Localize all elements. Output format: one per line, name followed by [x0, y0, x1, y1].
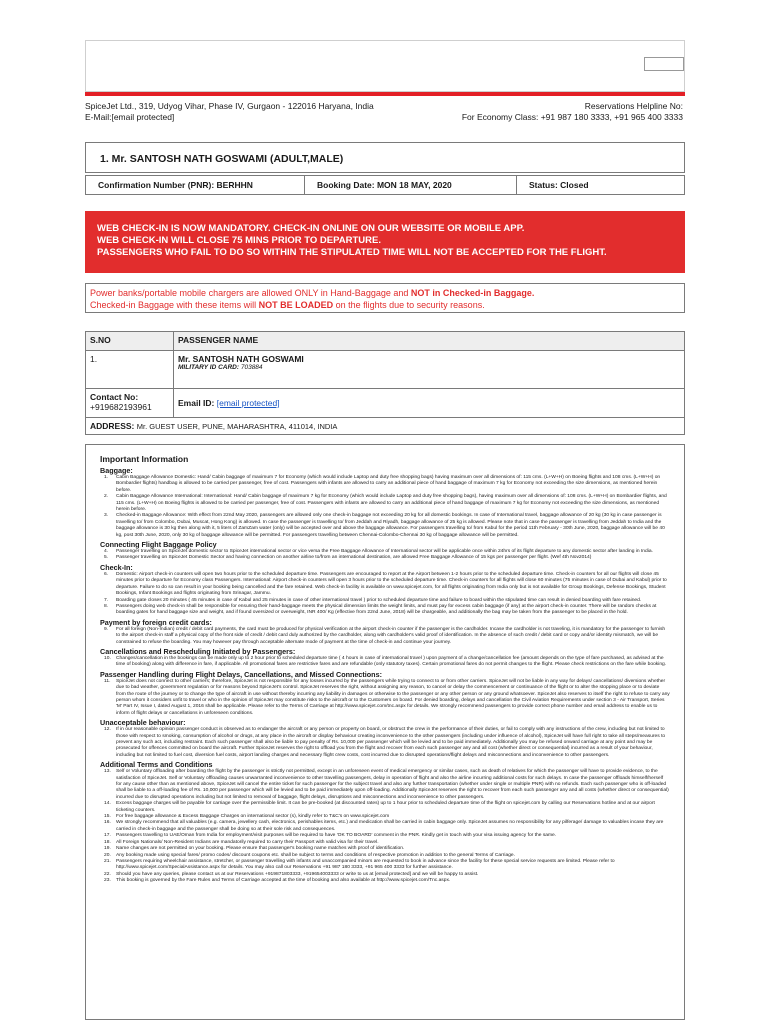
notice-line-2-emph: NOT BE LOADED	[258, 300, 334, 310]
col-passenger-name: PASSENGER NAME	[174, 332, 685, 351]
item-text: Cabin Baggage Allowance International: International: Hand/ Cabin baggage of maximum 7 kg for Economy (which would include Laptop and duty free shopping bags), having maximum over all dimensions of: 108 cms. (L+W+H) on Bombardier flights, and 115 cms. (L+W+H) on Boeing flights is allowed to be carried per passenger, free of cost. Passengers with infants are allowed to carry an additional piece of hand baggage of maximum 7 kg for Economy not exceeding the size dimensions, as mentioned herein before.	[116, 494, 667, 513]
info-list-item	[100, 475, 670, 494]
col-sno: S.NO	[86, 332, 174, 351]
logo-placeholder	[644, 57, 684, 71]
item-text: Domestic: Airport check-in counters will open two hours prior to the scheduled departure time. Passengers are encouraged to report at the Airport between 1-2 hours prior to the scheduled departure time. Check-in counters for all our flights will close 45 minutes prior to departure for Economy class Passengers. International: Airport check-in counters will open 3 hours prior to the scheduled departure time. Check-in counters for all flights will close 60 minutes (75 minutes in case of Dubai and Kabul) prior to departure. Failure to do so can result in your booking being cancelled and the fare retained. Web check-in facility is available on www.spicejet.com, for all flights originating from India only but is not available for Group Bookings, Defense Bookings, Student Bookings, Infant Bookings and flights originating from Srinagar, Jammu.	[116, 571, 667, 597]
info-list-item	[100, 878, 670, 884]
item-number: 10.	[104, 655, 111, 661]
cancel-heading: Cancellations and Rescheduling Initiated by Passengers:	[100, 646, 296, 656]
connecting-list	[100, 549, 670, 562]
item-text: If in our reasonable opinion passenger conduct is observed as to endanger the aircraft or any person or property on board, or obstruct the crew in the performance of their duties, or fail to comply with any instructions of the crew, including but not limited to those with respect to smoking, consumption of alcohol or drugs, at any place in the aircraft or display behaviour creating inconvenience to the other passengers (including under influence of alcohol), SpiceJet will have full right to take all steps/measures to prevent any such act, including restraint. Each such passenger shall also be liable to pay penalty of Rs. 10,000 per passenger which will be levied and to be paid immediately. Additionally you may be refused onward carriage at any point and may be prosecuted for offences committed on board the aircraft. Further SpiceJet reserves the right to offload you from the flight and recover from each such passenger any and all cost (whether direct or consequential) incurred as a result of your behaviour, including but not limited to fuel cost, diversion fuel costs, airport landing charges and necessary flight crew costs, cost incurred due to disrupted operations/flight delays and misconnections and inconvenience to other passengers.	[116, 727, 666, 758]
pnr: Confirmation Number (PNR): BERHHN	[85, 175, 305, 195]
passenger-sno: 1.	[86, 351, 174, 389]
item-number: 17.	[104, 833, 111, 839]
baggage-list	[100, 475, 670, 539]
airline-logo-area	[85, 40, 685, 92]
info-list-item	[100, 555, 670, 561]
item-number: 18.	[104, 839, 111, 845]
passenger-name: Mr. SANTOSH NATH GOSWAMI	[178, 354, 304, 364]
item-text: Self or Voluntary offloading after boarding the flight by the passenger is strictly not permitted, except in an unforeseen event of medical emergency or similar cases, such as death of relatives for which the passenger will have to provide evidence, to the satisfaction of SpiceJet. Self or Voluntary offloading causes unwarranted inconvenience to other travelling passengers, delay in operation of flight and also the airline incurring additional costs for such delays. In case the passenger offloads himself/herself for any cause other than as mentioned above, SpiceJet will cancel the entire ticket for such passenger for the subject travel and also any further transportation (whether under single or multiple PNR) with no refunds. Each such passenger who is off-loaded shall be liable to a off-loading fee of Rs. 10,000 per passenger which will be levied and to be paid immediately upon off-loading. Additionally SpiceJet reserves the right to recover from each such passenger any and all costs (whether direct or consequential) incurred due to disrupted operations including but not limited to removal of baggage, flight delays, disruptions and misconnections and inconvenience to other passengers.	[116, 769, 669, 800]
item-number: 7.	[104, 597, 109, 603]
passenger-title: 1. Mr. SANTOSH NATH GOSWAMI (ADULT,MALE)	[85, 142, 685, 173]
payment-list	[100, 627, 670, 646]
info-list-item	[100, 656, 670, 669]
item-number: 23.	[104, 878, 111, 884]
contact-number: +919682193961	[90, 402, 152, 412]
notice-line-2-end: on the flights due to security reasons.	[333, 300, 485, 310]
helpline-title: Reservations Helpline No:	[584, 101, 683, 111]
item-number: 9.	[104, 626, 109, 632]
item-text: We strongly recommend that all valuables (e.g. camera, jewellery cash, electronics, perishables items, etc.) and medication shall be carried in cabin baggage only. SpiceJet assumes no responsibility for any pilferage/ damage to valuables incase they are carried in check-in baggage and the passenger shall be doing so at their sole risk and consequences.	[116, 820, 664, 832]
item-number: 6.	[104, 571, 109, 577]
info-list-item	[100, 727, 670, 759]
unacceptable-list	[100, 727, 670, 759]
item-number: 16.	[104, 820, 111, 826]
address-value: Mr. GUEST USER, PUNE, MAHARASHTRA, 411014, INDIA	[136, 422, 338, 431]
alert-line-1: WEB CHECK-IN IS NOW MANDATORY. CHECK-IN ONLINE ON OUR WEBSITE OR MOBILE APP.	[97, 223, 525, 234]
item-text: For all foreign (Non-Indian) credit / debit card payments, the card must be produced for physical verification at the airport check-in counter if the passenger is the cardholder. Incase the cardholder is not traveling, it is mandatory for the passenger to furnish to the airport check-in staff a physical copy of the front side of credit / debit card duly authorized by the cardholder, along with cardholder's valid proof of identification. In the absence of such credit / debit card or copy and/or identity mismatch, we will be constrained to refuse the boarding. You may however pay through acceptable alternate mode of payment at the time of check-in and continue your journey.	[116, 626, 666, 645]
booking-summary	[85, 175, 685, 195]
cancel-list	[100, 656, 670, 669]
terms-heading: Additional Terms and Conditions	[100, 760, 213, 770]
booking-date: Booking Date: MON 18 MAY, 2020	[305, 175, 517, 195]
connecting-heading: Connecting Flight Baggage Policy	[100, 540, 217, 550]
item-number: 19.	[104, 846, 111, 852]
notice-line-2: Checked-in Baggage with these items will	[90, 300, 259, 310]
alert-line-2: WEB CHECK-IN WILL CLOSE 75 MINS PRIOR TO DEPARTURE.	[97, 235, 381, 246]
item-number: 13.	[104, 769, 111, 775]
alert-line-3: PASSENGERS WHO FAIL TO DO SO WITHIN THE STIPULATED TIME WILL NOT BE ACCEPTED FOR THE FLIGHT.	[97, 247, 607, 258]
item-text: Passengers requiring wheelchair assistance, stretcher, or passenger travelling with infants and unaccompanied minors are requested to book in advance since the facility for these special service requests are limited. Please refer to http://www.spicejet.com/SpecialAssistance.aspx for details. You may also call our Reservations +91 987 180 3333, +91 965 400 3333 for further assistance.	[116, 858, 615, 871]
item-number: 15.	[104, 814, 111, 820]
info-list-item	[100, 801, 670, 814]
item-number: 14.	[104, 801, 111, 807]
item-text: Passengers travelling to UAE/Oman from India for employment/visit purposes will be required to have 'OK TO BOARD' comment in the PNR. Kindly get in touch with your visa issuing agency for the same.	[116, 833, 557, 839]
company-address: SpiceJet Ltd., 319, Udyog Vihar, Phase IV, Gurgaon - 122016 Haryana, India	[85, 101, 374, 111]
item-text: Passengers doing web check-in shall be responsible for ensuring their hand-baggage meets the physical dimension limits the weight limits, and must pay for excess cabin baggage (if any) at the airport check-in counter. There will be random checks at boarding gates for hand baggage size and weight, and if found oversized or overweight, INR 400/ Kg (effective from 22nd June, 2018) will be chargeable, and additionally the bag may be taken from the passenger to be placed in the hold.	[116, 603, 657, 616]
info-title: Important Information	[100, 454, 189, 464]
header-divider	[85, 92, 685, 96]
item-number: 3.	[104, 513, 109, 519]
info-list-item	[100, 604, 670, 617]
company-email: [email protected]	[111, 112, 175, 122]
item-text: Name changes are not permitted on your booking. Please ensure that passenger's booking name matches with proof of identification.	[116, 846, 405, 852]
item-text: Passenger travelling on SpiceJet domestic sector to SpiceJet international sector or vice versa the Free Baggage Allowance of International sector will be applicable once within 24hrs of its flight departure to any domestic sector after landing in India.	[116, 549, 653, 555]
item-text: Passenger travelling on SpiceJet Domestic Sector and having connection on another airline to/from an international destination, are allowed Free Baggage Allowance of 15 kgs per passenger per flight. (Wef 4th Nov2014)	[116, 555, 592, 561]
delay-heading: Passenger Handling during Flight Delays, Cancellations, and Missed Connections:	[100, 669, 382, 679]
email-id-link[interactable]: [email protected]	[216, 398, 280, 408]
info-list-item	[100, 513, 670, 539]
email-id-label: Email ID:	[178, 398, 215, 408]
notice-line-1-emph: NOT in Checked-in Baggage.	[410, 288, 535, 298]
item-text: For free baggage allowance & Excess Baggage Charges on international sector (s), kindly refer to T&C's on www.spicejet.com	[116, 814, 390, 820]
notice-line-1: Power banks/portable mobile chargers are allowed ONLY in Hand-Baggage and	[90, 288, 411, 298]
baggage-heading: Baggage:	[100, 466, 133, 475]
item-number: 21.	[104, 858, 111, 864]
item-number: 12.	[104, 727, 111, 733]
item-number: 4.	[104, 549, 109, 555]
helpline-block	[462, 101, 683, 123]
email-label: E-Mail:	[85, 112, 112, 122]
military-id-label: MILITARY ID CARD:	[178, 364, 240, 371]
item-number: 2.	[104, 494, 109, 500]
item-number: 20.	[104, 852, 111, 858]
info-list-item	[100, 572, 670, 598]
info-list-item	[100, 820, 670, 833]
checkin-heading: Check-In:	[100, 562, 133, 572]
item-number: 22.	[104, 871, 111, 877]
unacceptable-heading: Unacceptable behaviour:	[100, 718, 186, 728]
info-list-item	[100, 859, 670, 872]
item-text: SpiceJet does not connect to other carriers; therefore, SpiceJet is not responsible for any losses incurred by the passengers while trying to connect to or from other carriers. SpiceJet will not be liable in any way for delays/ cancellations/ diversions whether due to bad weather, government regulation or for reasons beyond SpiceJet's control. SpiceJet reserves the right, without assigning any reason, to cancel or delay the commencement or continuance of the flight or to alter the stopping place or to deviate from the route of the journey or to change the type of aircraft in use without thereby incurring any liability in damages or otherwise to the passenger or any other person or any ground whatsoever. SpiceJet also reserves to itself the right to refuse to carry any person whom it considers unfit to travel or who in the opinion of SpiceJet may constitute risks to the aircraft or to the Customers on board. For denied boarding, delays and cancellation the Civil Aviation Requirements under section 3 - Air Transport, Series 'M' Part IV, Issue I, dated August 1, 2016 shall be applicable. Please refer to the Terms of Carriage at http://www.spicejet.com/tnc.aspx for details. We strongly recommend passengers to provide correct phone number and email address to enable us to inform of flight delays or cancellations in unforeseen conditions.	[116, 678, 670, 716]
item-text: Should you have any queries, please contact us at our Reservations +919871803333, +919654003333 or write to us at [email protected] and we will be happy to assist.	[116, 871, 479, 877]
info-list-item	[100, 679, 670, 717]
item-text: All Foreign Nationals/ Non-Resident Indians are mandatorily required to carry their Passport with valid visa for their travel.	[116, 839, 379, 845]
checkin-list	[100, 572, 670, 617]
booking-status: Status: Closed	[517, 175, 685, 195]
address-label: ADDRESS:	[90, 421, 135, 431]
item-text: Cabin Baggage Allowance Domestic: Hand/ Cabin baggage of maximum 7 for Economy (which would include Laptop and duty free shopping bags) having maximum over all dimensions of: 115 cms. (L+W+H) on Boeing flights and 108 cms. (L+W+H) on Bombardier flights) handbag is allowed to be carried per passenger, free of cost. Passengers with infants are allowed to carry an additional piece of hand baggage of maximum 7 kg for Economy not exceeding the size dimensions, as mentioned herein before.	[116, 475, 661, 493]
item-number: 11.	[104, 678, 111, 684]
terms-list	[100, 769, 670, 884]
item-text: Checked-in Baggage Allowance: With effect from 22nd May 2020, passengers are allowed only one check-in baggage not exceeding 20 kg for all domestic bookings. In case of International travel, baggage allowance of 20 kg (30 kg in case passenger is travelling to/ from Colombo, Dubai, Muscat, Hong Kong) is allowed. In case the passenger is travelling to/ from Jeddah and Riyadh, baggage allowance of 25 kg is allowed. Please note that in case the passenger is travelling from Jeddah to India and the baggage allowance is 30 kg then along with it, 5 liters of ZamZam water (only) will be accepted over and above the baggage allowance. For passengers travelling to/ from Kabul for the period 11th February - 30th June, 2020, baggage allowance will be 40 kg, post 30th June, 2020, only 30 kg of baggage allowance will be permitted. For passengers travelling between Chennai-Colombo-Chennai 30 kg of baggage allowance will be permitted.	[116, 513, 665, 538]
item-text: Any booking made using special fares/ promo codes/ discount coupons etc. shall be subject to terms and conditions of respective promotion in addition to the general Terms of Carriage.	[116, 852, 515, 858]
item-text: This booking is governed by the Fare Rules and Terms of Carriage accepted at the time of booking and also available at http://www.spicejet.com/Tnc.aspx.	[116, 878, 451, 884]
payment-heading: Payment by foreign credit cards:	[100, 617, 212, 627]
military-id-value: 703884	[240, 364, 263, 371]
info-list-item	[100, 494, 670, 513]
web-checkin-alert	[85, 211, 685, 273]
item-text: Boarding gate closes 20 minutes ( 45 minutes in case of Kabul and 25 minutes in case of other international travel ) prior to scheduled departure time and failure to board within the stipulated time can result in denied boarding with fare retained.	[116, 597, 642, 603]
power-bank-notice	[85, 283, 685, 313]
passenger-table	[85, 331, 685, 435]
important-information	[85, 444, 685, 1020]
contact-label: Contact No:	[90, 392, 139, 402]
item-number: 8.	[104, 603, 109, 609]
company-address-block	[85, 101, 374, 123]
helpline-numbers: For Economy Class: +91 987 180 3333, +91 965 400 3333	[461, 112, 683, 122]
delay-list	[100, 679, 670, 717]
info-list-item	[100, 769, 670, 801]
item-number: 1.	[104, 475, 109, 480]
info-list-item	[100, 627, 670, 646]
item-text: Excess baggage charges will be payable for carriage over the permissible limit. It can be pre-booked (at discounted rates) up to 1 hour prior to scheduled departure time of the flight on spicejet.com by calling our Reservations hotline and at our airport ticketing counters.	[116, 801, 655, 813]
item-number: 5.	[104, 555, 109, 561]
item-text: Changes/cancellation in the bookings can be made only up to 2 hour prior to scheduled departure time ( 4 hours in case of international travel ) upon payment of a change/cancellation fee (amount depends on the type of fare purchased, as advised at the time of booking) along with difference in fare, if applicable. All promotional fares are restrictive fares and are refundable (only statutory taxes). Certain promotional fares do not permit changes to the flight. Please check restrictions on the fare while booking.	[116, 655, 667, 668]
